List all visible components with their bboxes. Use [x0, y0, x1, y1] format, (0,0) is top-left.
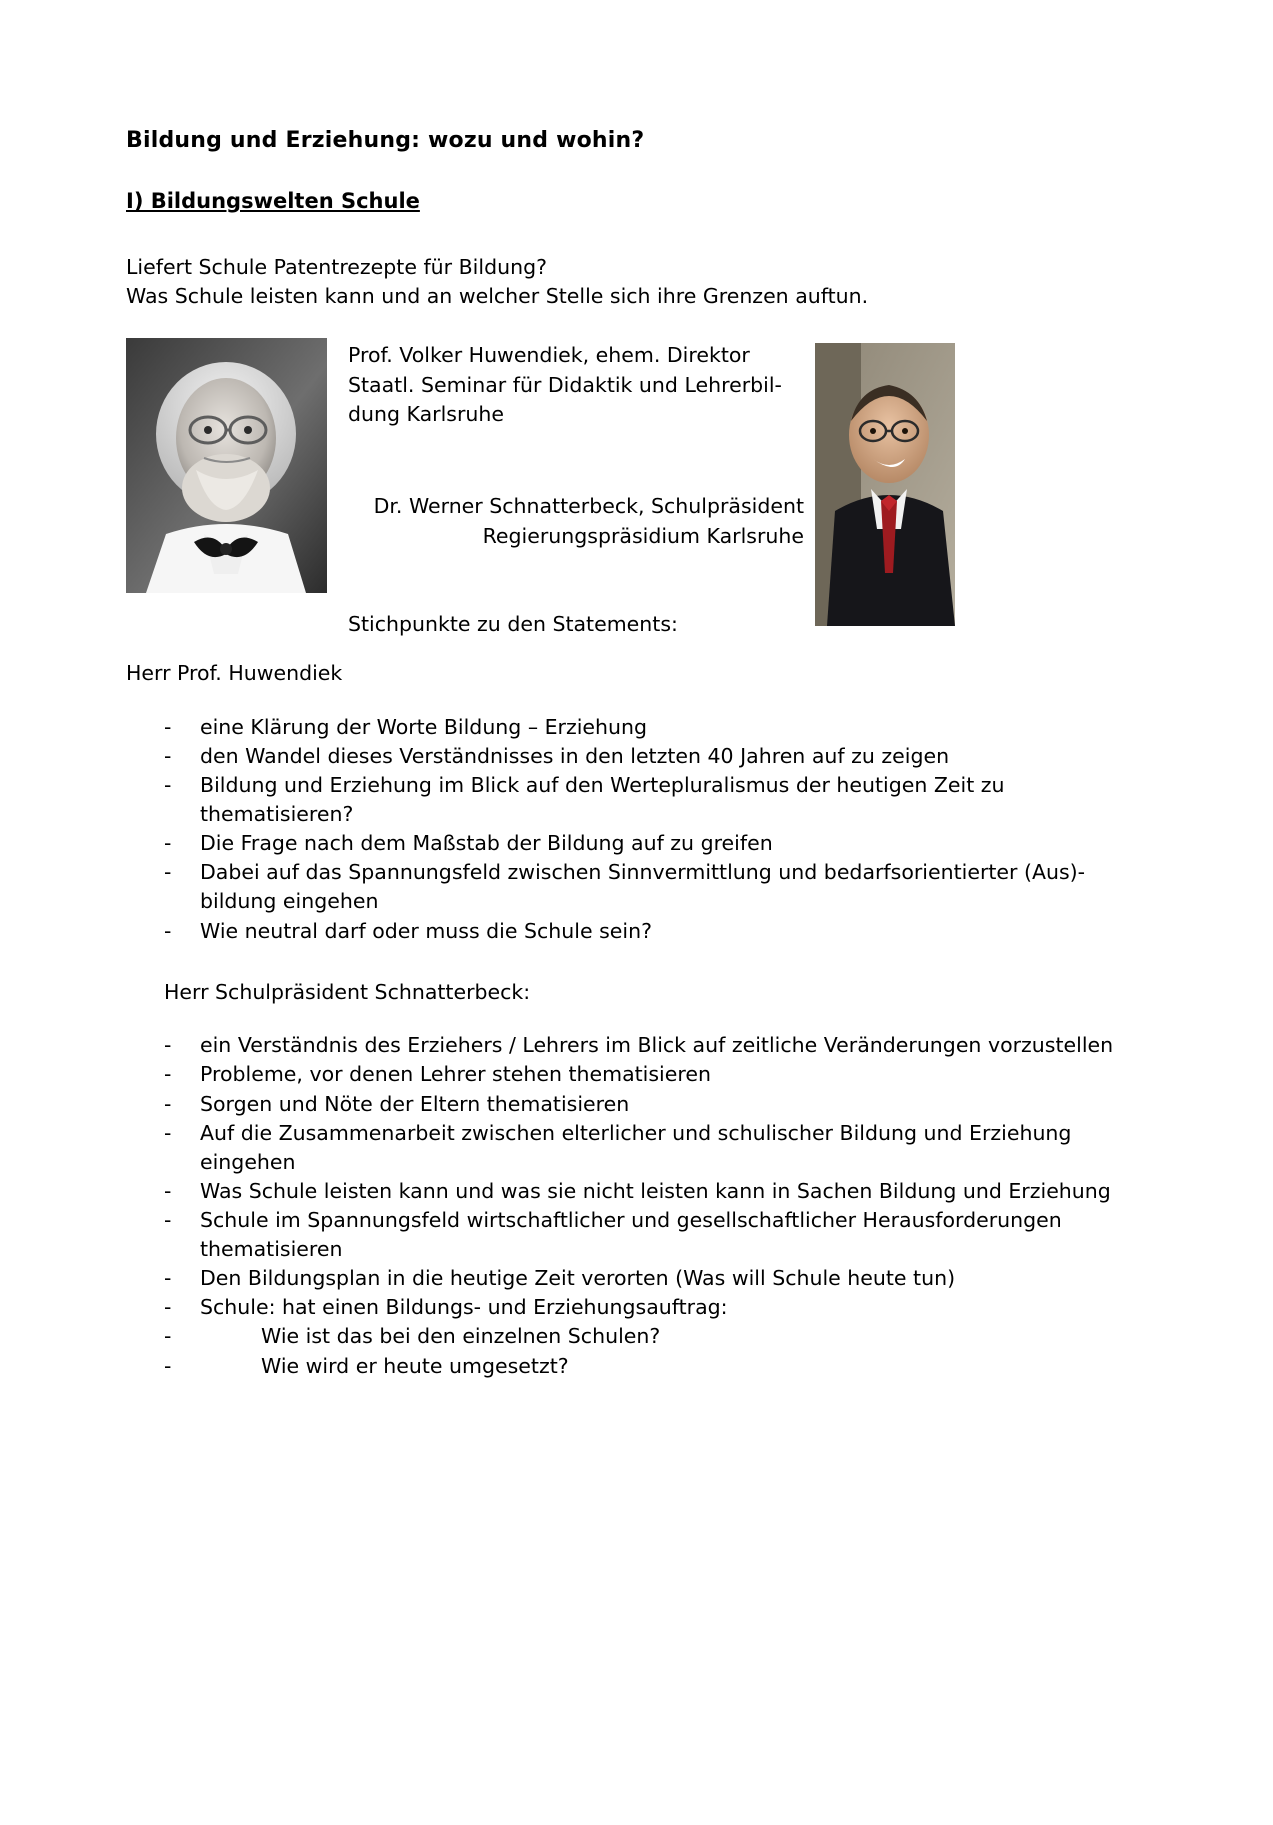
list-item [126, 1060, 1146, 1089]
schnatterbeck-line-1: Dr. Werner Schnatterbeck, Schulpräsident [373, 494, 804, 519]
list-item [126, 1031, 1146, 1060]
dash-marker: - [164, 1295, 172, 1320]
list-item-text: Dabei auf das Spannungsfeld zwischen Sinnvermittlung und bedarfsorientierter (Aus)-bildung eingehen [200, 860, 1086, 914]
list-item-text: Bildung und Erziehung im Blick auf den Wertepluralismus der heutigen Zeit zu thematisieren? [200, 772, 1005, 827]
portrait-huwendiek-graphic [126, 338, 327, 593]
speaker-schnatterbeck-info [348, 492, 808, 551]
bullet-list-schnatterbeck [126, 1031, 1146, 1380]
list-item-text: ein Verständnis des Erziehers / Lehrers im Blick auf zeitliche Veränderungen vorzustellen [200, 1033, 1114, 1058]
dash-marker: - [164, 1120, 172, 1145]
dash-marker: - [164, 860, 172, 885]
document-content [126, 128, 1146, 1381]
page-title: Bildung und Erziehung: wozu und wohin? [126, 128, 645, 153]
portrait-schnatterbeck-image [815, 343, 955, 626]
list-item-text: Die Frage nach dem Maßstab der Bildung auf zu greifen [200, 831, 773, 856]
list-item-text: Wie neutral darf oder muss die Schule sein? [200, 918, 652, 943]
list-item-text: den Wandel dieses Verständnisses in den letzten 40 Jahren auf zu zeigen [200, 743, 950, 768]
list-item [126, 1177, 1146, 1206]
list-item [126, 713, 1146, 742]
list-item [126, 858, 1146, 916]
dash-marker: - [164, 918, 172, 943]
statements-label: Stichpunkte zu den Statements: [348, 611, 678, 636]
list-item-text: Wie wird er heute umgesetzt? [261, 1353, 569, 1378]
intro-line-1: Liefert Schule Patentrezepte für Bildung? [126, 254, 547, 279]
huwendiek-line-1: Prof. Volker Huwendiek, ehem. Direktor [348, 343, 750, 368]
bullet-list-huwendiek [126, 713, 1146, 946]
list-item [126, 1322, 1146, 1351]
list-item [126, 829, 1146, 858]
list-item-text: Schule im Spannungsfeld wirtschaftlicher und gesellschaftlicher Herausforderungen thematisieren [200, 1207, 1062, 1262]
list-item-text: Auf die Zusammenarbeit zwischen elterlicher und schulischer Bildung und Erziehung eingehen [200, 1120, 1072, 1174]
statement-blocks [126, 659, 1146, 1381]
huwendiek-line-2: Staatl. Seminar für Didaktik und Lehrerbil- [348, 372, 782, 397]
block-heading-schnatterbeck: Herr Schulpräsident Schnatterbeck: [164, 979, 531, 1004]
list-item-text: Probleme, vor denen Lehrer stehen thematisieren [200, 1062, 711, 1087]
section-heading: I) Bildungswelten Schule [126, 189, 420, 214]
list-item [126, 1090, 1146, 1119]
dash-marker: - [164, 1353, 172, 1378]
list-item-text: Was Schule leisten kann und was sie nicht leisten kann in Sachen Bildung und Erziehung [200, 1178, 1111, 1203]
list-item [126, 1206, 1146, 1264]
portrait-schnatterbeck-graphic [815, 343, 955, 626]
schnatterbeck-line-2: Regierungspräsidium Karlsruhe [482, 523, 804, 548]
dash-marker: - [164, 1062, 172, 1087]
list-item-text: Wie ist das bei den einzelnen Schulen? [261, 1324, 661, 1349]
dash-marker: - [164, 772, 172, 797]
intro-paragraph [126, 253, 1146, 312]
list-item [126, 742, 1146, 771]
speaker-huwendiek-info [348, 341, 808, 430]
list-item-text: Sorgen und Nöte der Eltern thematisieren [200, 1091, 630, 1116]
speakers-region [126, 338, 1146, 636]
list-item-text: Schule: hat einen Bildungs- und Erziehungsauftrag: [200, 1295, 728, 1320]
dash-marker: - [164, 714, 172, 739]
block-heading-huwendiek: Herr Prof. Huwendiek [126, 661, 343, 686]
dash-marker: - [164, 1091, 172, 1116]
dash-marker: - [164, 1266, 172, 1291]
list-item-text: Den Bildungsplan in die heutige Zeit verorten (Was will Schule heute tun) [200, 1266, 956, 1291]
list-item [126, 917, 1146, 946]
list-item [126, 1352, 1146, 1381]
dash-marker: - [164, 1178, 172, 1203]
list-item [126, 771, 1146, 829]
dash-marker: - [164, 1207, 172, 1232]
dash-marker: - [164, 743, 172, 768]
list-item [126, 1264, 1146, 1293]
speaker-text-column [348, 341, 808, 639]
dash-marker: - [164, 1033, 172, 1058]
list-item-text: eine Klärung der Worte Bildung – Erziehung [200, 714, 648, 739]
intro-line-2: Was Schule leisten kann und an welcher Stelle sich ihre Grenzen auftun. [126, 284, 869, 309]
huwendiek-line-3: dung Karlsruhe [348, 402, 505, 427]
portrait-huwendiek-image [126, 338, 327, 593]
dash-marker: - [164, 1324, 172, 1349]
list-item [126, 1119, 1146, 1177]
list-item [126, 1293, 1146, 1322]
dash-marker: - [164, 831, 172, 856]
